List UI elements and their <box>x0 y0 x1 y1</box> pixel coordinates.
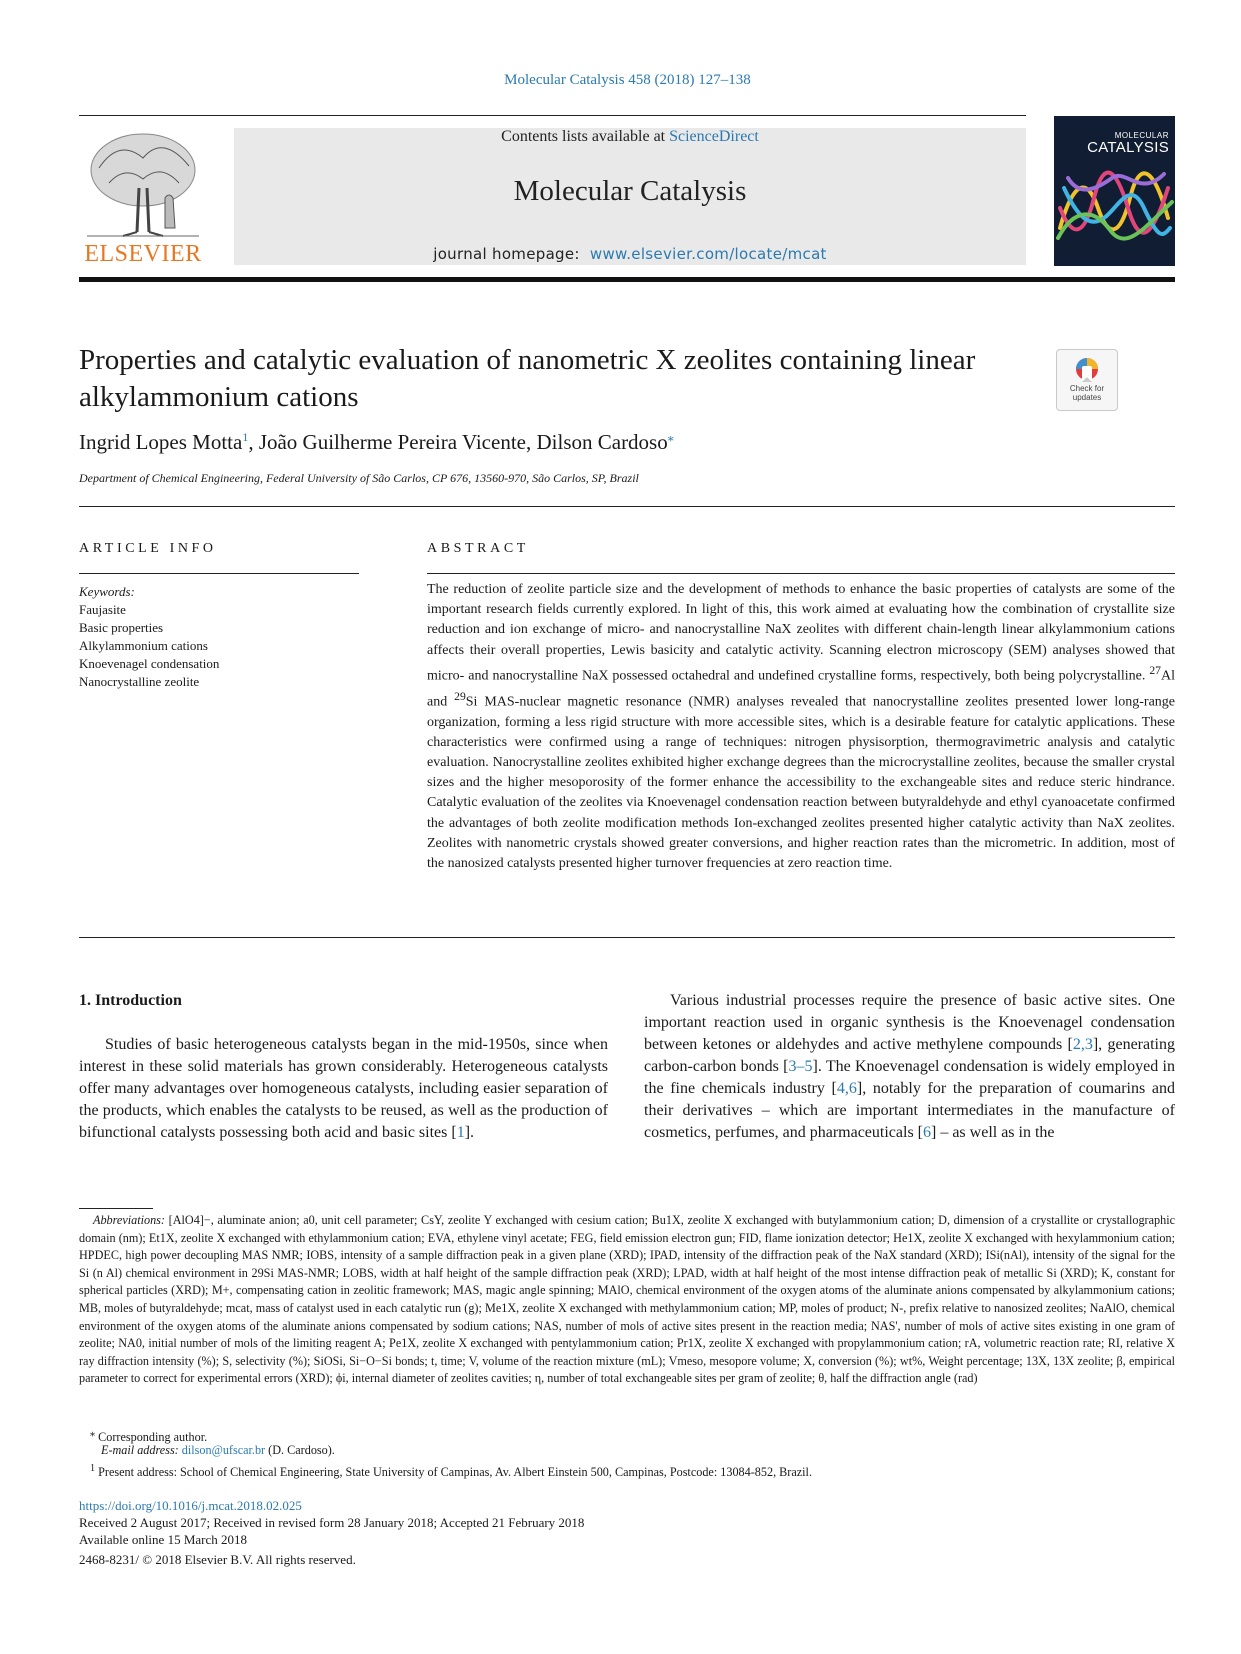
abbreviations-label: Abbreviations: <box>93 1213 165 1227</box>
abstract-rule <box>427 573 1175 574</box>
article-info-rule <box>79 573 359 574</box>
available-online-date: Available online 15 March 2018 <box>79 1532 247 1547</box>
cover-title <box>1087 132 1169 155</box>
section-divider <box>79 937 1175 938</box>
badge-label-line1: Check for <box>1069 384 1105 393</box>
journal-homepage-link[interactable]: www.elsevier.com/locate/mcat <box>589 245 827 263</box>
sciencedirect-link[interactable]: ScienceDirect <box>669 128 759 145</box>
keyword-item: Alkylammonium cations <box>79 638 208 653</box>
body-paragraph: Various industrial processes require the presence of basic active sites. One important reaction used in organic synthesis is the Knoevenagel condensation between ketones or aldehydes and active methylene compounds [2,3], generating carbon-carbon bonds [3–5]. The Knoevenagel condensation is widely employed in the fine chemicals industry [4,6], notably for the preparation of coumarins and their derivatives – which are important intermediates in the manufacture of cosmetics, perfumes, and pharmaceuticals [6] – as well as in the <box>644 992 1176 1141</box>
keywords-list <box>79 583 359 691</box>
journal-masthead <box>234 128 1026 265</box>
elsevier-logo <box>79 128 207 268</box>
email-note: E-mail address: dilson@ufscar.br (D. Cardoso). <box>101 1443 335 1457</box>
doi-link[interactable]: https://doi.org/10.1016/j.mcat.2018.02.025 <box>79 1498 302 1513</box>
author-name: Ingrid Lopes Motta <box>79 430 243 454</box>
author-name: João Guilherme Pereira Vicente <box>258 430 526 454</box>
citation-link[interactable]: 1 <box>456 1124 465 1141</box>
abstract-heading: ABSTRACT <box>427 541 529 556</box>
journal-cover-image <box>1054 116 1175 266</box>
badge-label-line2: updates <box>1072 393 1102 402</box>
header-top-rule <box>79 115 1026 116</box>
cover-title-small: MOLECULAR <box>1114 131 1169 140</box>
cover-title-large: CATALYSIS <box>1087 139 1169 156</box>
copyright-line: 2468-8231/ © 2018 Elsevier B.V. All rights reserved. <box>79 1552 356 1567</box>
citation-link[interactable]: 6 <box>923 1124 931 1141</box>
introduction-heading: 1. Introduction <box>79 992 182 1009</box>
citation-link[interactable]: 3–5 <box>788 1058 813 1075</box>
article-title: Properties and catalytic evaluation of nanometric X zeolites containing linear alkylammonium cations <box>79 344 976 413</box>
abbreviations-footnote: Abbreviations: [AlO4]−, aluminate anion; a0, unit cell parameter; CsY, zeolite Y exchanged with cesium cation; Bu1X, zeolite X exchanged with butylammonium cation; D, dimension of a crystallite or crystallographic domain (nm); Et1X, zeolite X exchanged with ethylammonium cation; EVA, ethylene vinyl acetate; FEG, field emission electron gun; FID, flame ionization detector; He1X, zeolite X exchanged with hexylammonium cation; HPDEC, high power decoupling MAS NMR; IOBS, intensity of a sample diffraction peak in a given plane (XRD); IPAD, intensity of the diffraction peak of the NaX standard (XRD); ISi(nAl), intensity of the signal for the Si (n Al) chemical environment in 29Si MAS-NMR; LOBS, width at half height of the sample diffraction peak (XRD); LPAD, width at half height of the most intense diffraction peak of metallic Si (XRD); K, constant for spherical particles (XRD); M+, compensating cation in zeolitic framework; MAS, magic angle spinning; MAlO, chemical environment of the oxygen atoms of the aluminate anions compensated by alkylammonium cations; MB, moles of butyraldehyde; mcat, mass of catalyst used in each catalytic run (g); Me1X, zeolite X exchanged with methylammonium cation; MP, moles of product; N-, prefix relative to nanosized zeolites; NaAlO, chemical environment of the oxygen atoms of the aluminate anions compensated by sodium cations; NAS, number of mols of active sites present in the reaction media; NAS', number of mols of active sites existing in one gram of zeolite; NA0, initial number of mols of the limiting reagent A; Pe1X, zeolite X exchanged with pentylammonium cation; Pr1X, zeolite X exchanged with propylammonium cation; rA, volumetric reaction rate; RI, relative X ray diffraction intensity (%); S, selectivity (%); SiOSi, Si−O−Si bonds; t, time; V, volume of the reaction mixture (mL); Vmeso, mesopore volume; X, conversion (%); wt%, Weight percentage; 13X, 13X zeolite; β, empirical parameter to correct for experimental errors (XRD); ϕi, internal diameter of zeolites cavities; η, number of total exchangeable sites per gram of zeolite; θ, half the diffraction angle (rad) <box>79 1213 1175 1386</box>
article-info-heading: ARTICLE INFO <box>79 541 217 556</box>
footnote-rule <box>79 1208 153 1209</box>
elsevier-wordmark: ELSEVIER <box>84 241 202 267</box>
received-dates: Received 2 August 2017; Received in revised form 28 January 2018; Accepted 21 February 2018 <box>79 1515 585 1530</box>
present-address-note: $^1$ Present address: School of Chemical Engineering, State University of Campinas, Av. Albert Einstein 500, Campinas, Postcode: 13084-852, Brazil. <box>90 1463 812 1480</box>
corresponding-author-marker[interactable]: ⁎ <box>667 430 674 444</box>
email-label: E-mail address: <box>101 1443 179 1457</box>
author-name: Dilson Cardoso <box>536 430 668 454</box>
corresponding-author-note: ⁎ Corresponding author. <box>90 1428 208 1445</box>
citation-link[interactable]: 2,3 <box>1072 1036 1093 1053</box>
journal-reference-link[interactable]: Molecular Catalysis 458 (2018) 127–138 <box>504 72 751 88</box>
keyword-item: Knoevenagel condensation <box>79 656 220 671</box>
contents-prefix: Contents lists available at <box>501 128 666 145</box>
keyword-item: Nanocrystalline zeolite <box>79 674 200 689</box>
contents-line <box>234 128 1026 146</box>
journal-homepage-line <box>234 245 1026 263</box>
keyword-item: Basic properties <box>79 620 164 635</box>
isotope-superscript: 29 <box>454 689 466 703</box>
citation-link[interactable]: 4,6 <box>836 1080 857 1097</box>
keyword-item: Faujasite <box>79 602 126 617</box>
author-footnote-marker[interactable]: 1 <box>242 430 249 444</box>
author-list <box>79 430 674 455</box>
header-thick-rule <box>79 277 1175 282</box>
email-link[interactable]: dilson@ufscar.br <box>181 1443 266 1457</box>
check-for-updates-button[interactable] <box>1056 349 1118 411</box>
author-affiliation: Department of Chemical Engineering, Federal University of São Carlos, CP 676, 13560-970, São Carlos, SP, Brazil <box>79 471 639 485</box>
isotope-superscript: 27 <box>1149 663 1161 677</box>
body-paragraph: Studies of basic heterogeneous catalysts began in the mid-1950s, since when interest in these solid materials has grown considerably. Heterogeneous catalysts offer many advantages over homogeneous catalysts, including easier separation of the products, which enables the catalysts to be reused, as well as the production of bifunctional catalysts possessing both acid and basic sites [1]. <box>79 1036 608 1141</box>
homepage-prefix: journal homepage: <box>433 245 580 263</box>
abstract-text: The reduction of zeolite particle size and the development of methods to enhance the basic properties of catalysts are some of the important research fields currently explored. In light of this, this work aimed at evaluating how the combination of crystallite size reduction and ion exchange of micro- and nanocrystalline NaX zeolites with different chain-length linear alkylammonium cations affects their overall properties, Lewis basicity and catalytic activity. Scanning electron microscopy (SEM) analyses showed that micro- and nanocrystalline NaX possessed octahedral and undefined crystalline forms, respectively, both being polycrystalline. $^{27}$Al and $^{29}$Si MAS-nuclear magnetic resonance (NMR) analyses revealed that nanocrystalline zeolites presented lower long-range organization, forming a less rigid structure with more accessible sites, which is a desirable feature for catalytic applications. These characteristics were confirmed using a range of techniques: nitrogen physisorption, thermogravimetric analysis and catalytic evaluation. Nanocrystalline zeolites exhibited higher exchange degrees than the microcrystalline zeolites, because the smaller crystal sizes and the higher mesoporosity of the former enhance the accessibility to the exchangeable sites and reduce steric hindrance. Catalytic evaluation of the zeolites via Knoevenagel condensation reaction between butyraldehyde and ethyl cyanoacetate confirmed the advantages of both zeolite modification methods Ion-exchanged zeolites presented higher catalytic activity than NaX zeolites. Zeolites with nanometric crystals showed greater conversions, and higher reaction rates than the micrometric. In addition, most of the nanosized catalysts presented higher turnover frequencies at zero reaction time. <box>427 582 1175 871</box>
check-for-updates-label <box>1057 384 1117 402</box>
cover-artwork-icon <box>1054 168 1175 248</box>
keywords-label: Keywords: <box>79 584 135 599</box>
author-separator: , <box>525 430 537 454</box>
section-divider <box>79 506 1175 507</box>
author-separator: , <box>248 430 259 454</box>
elsevier-tree-icon <box>79 128 207 238</box>
check-for-updates-icon <box>1073 356 1101 384</box>
journal-name: Molecular Catalysis <box>513 175 747 207</box>
